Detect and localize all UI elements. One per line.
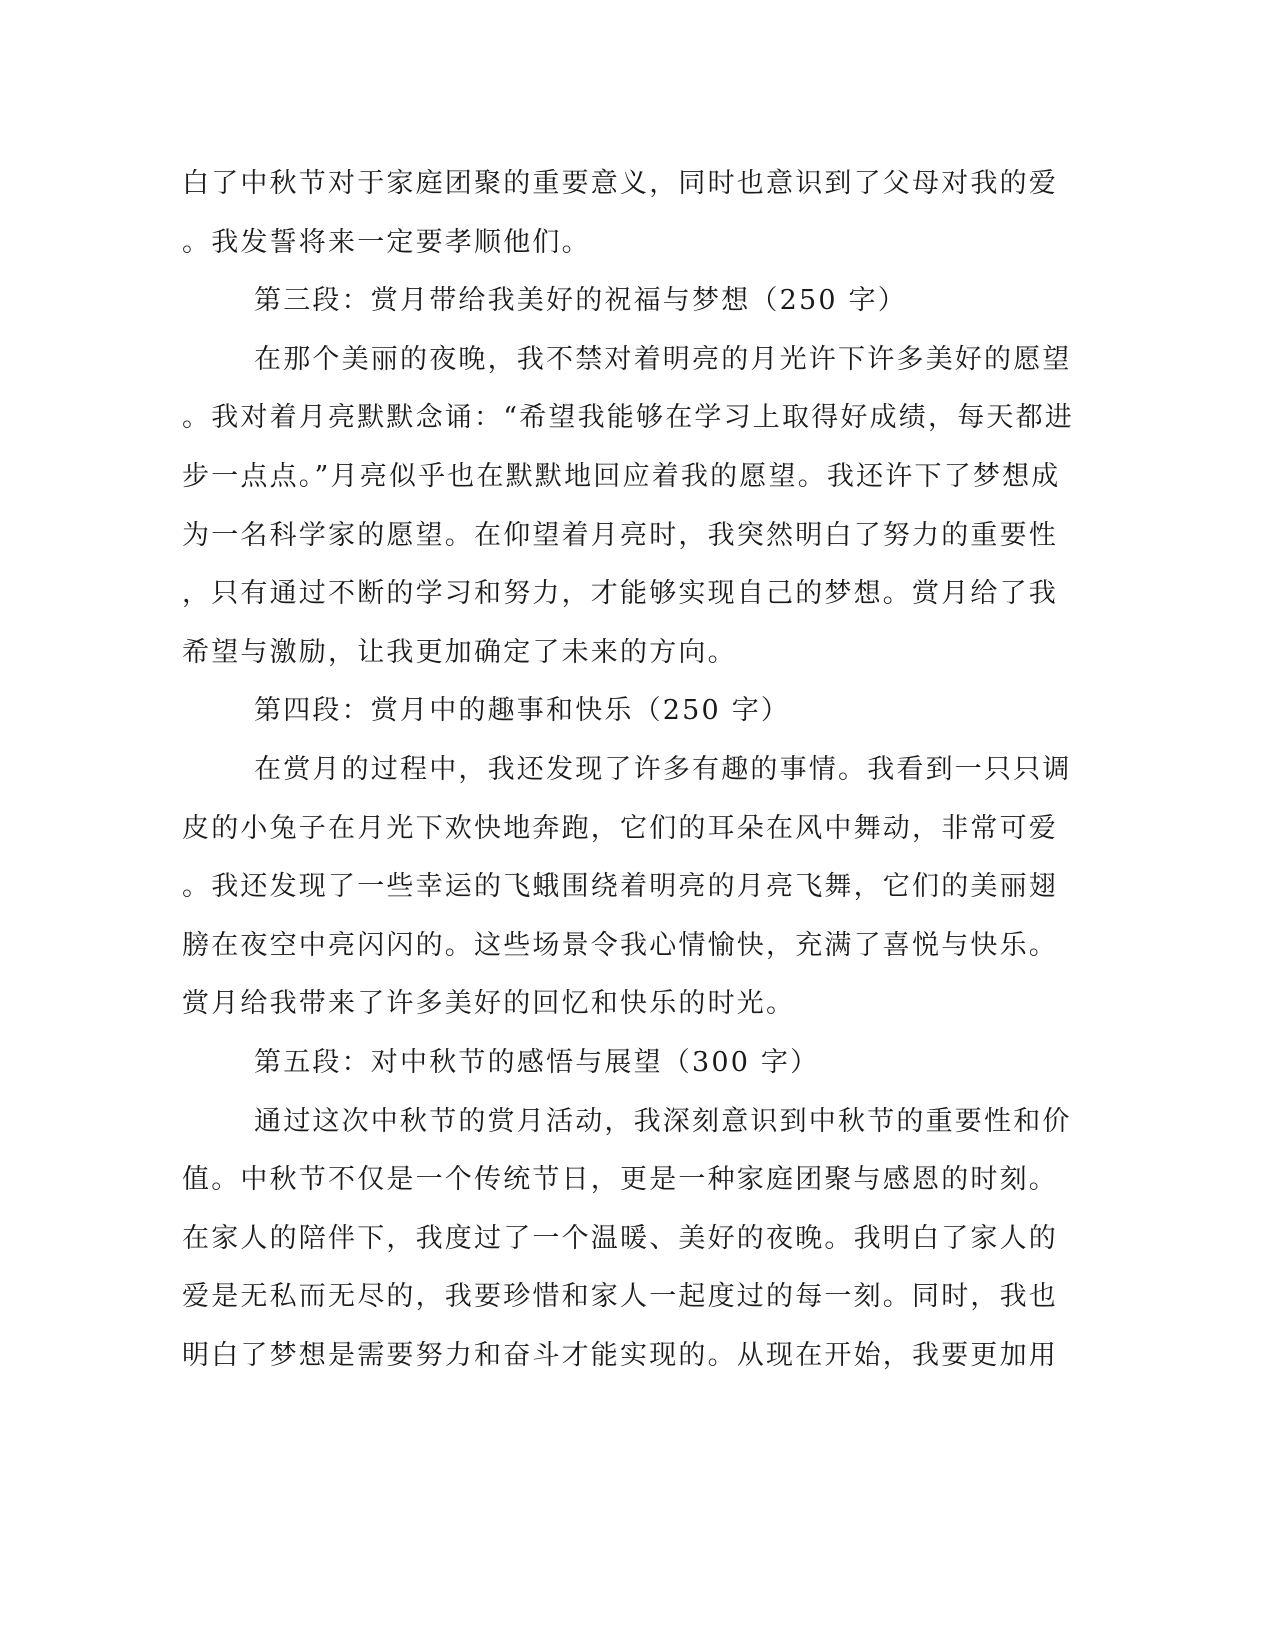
text-line: 步一点点。”月亮似乎也在默默地回应着我的愿望。我还许下了梦想成 (182, 460, 1061, 492)
text-line: 。我对着月亮默默念诵：“希望我能够在学习上取得好成绩，每天都进 (182, 402, 1075, 434)
text-line: 。我发誓将来一定要孝顺他们。 (182, 226, 591, 258)
text-line: 赏月给我带来了许多美好的回忆和快乐的时光。 (182, 988, 796, 1020)
text-line: 在那个美丽的夜晚，我不禁对着明亮的月光许下许多美好的愿望 (254, 343, 1072, 375)
text-line: ，只有通过不断的学习和努力，才能够实现自己的梦想。赏月给了我 (182, 578, 1058, 610)
document-body (182, 155, 1075, 1385)
text-line: 白了中秋节对于家庭团聚的重要意义，同时也意识到了父母对我的爱 (182, 168, 1058, 199)
text-line: 第四段：赏月中的趣事和快乐（250 字） (254, 695, 791, 727)
text-line: 第三段：赏月带给我美好的祝福与梦想（250 字） (254, 285, 907, 317)
text-line: 皮的小兔子在月光下欢快地奔跑，它们的耳朵在风中舞动，非常可爱 (182, 812, 1058, 844)
text-line: 膀在夜空中亮闪闪的。这些场景令我心情愉快，充满了喜悦与快乐。 (182, 929, 1058, 961)
text-line: 希望与激励，让我更加确定了未来的方向。 (182, 636, 737, 668)
text-line: 。我还发现了一些幸运的飞蛾围绕着明亮的月亮飞舞，它们的美丽翅 (182, 871, 1058, 903)
text-line: 为一名科学家的愿望。在仰望着月亮时，我突然明白了努力的重要性 (182, 519, 1058, 551)
text-line: 爱是无私而无尽的，我要珍惜和家人一起度过的每一刻。同时，我也 (182, 1281, 1058, 1313)
text-line: 在家人的陪伴下，我度过了一个温暖、美好的夜晚。我明白了家人的 (182, 1222, 1058, 1254)
text-line: 明白了梦想是需要努力和奋斗才能实现的。从现在开始，我要更加用 (182, 1339, 1058, 1371)
text-line: 值。中秋节不仅是一个传统节日，更是一种家庭团聚与感恩的时刻。 (182, 1164, 1058, 1196)
text-line: 第五段：对中秋节的感悟与展望（300 字） (254, 1046, 820, 1078)
text-line: 通过这次中秋节的赏月活动，我深刻意识到中秋节的重要性和价 (254, 1105, 1072, 1137)
text-line: 在赏月的过程中，我还发现了许多有趣的事情。我看到一只只调 (254, 753, 1072, 785)
